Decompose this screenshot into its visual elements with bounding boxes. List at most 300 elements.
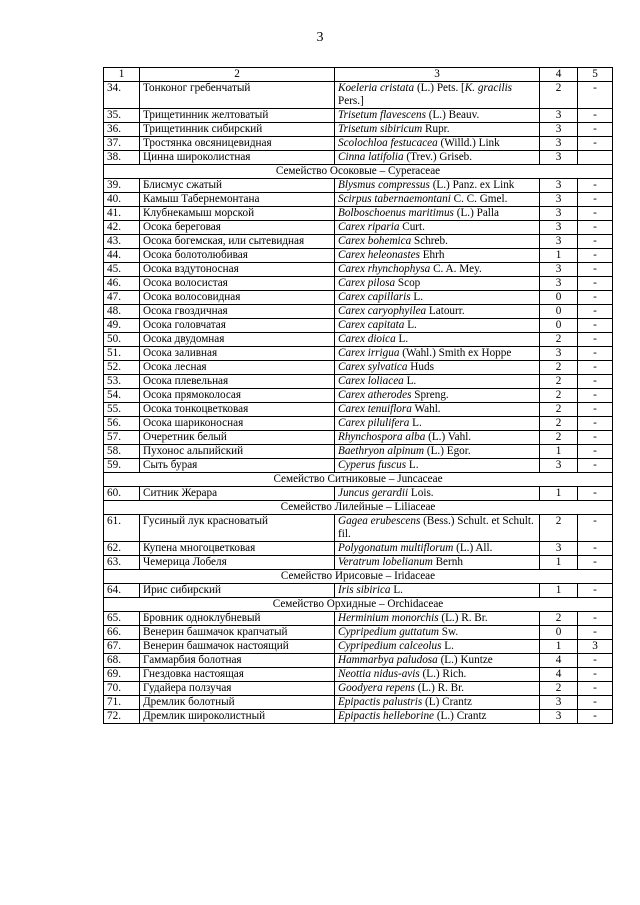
- row-number: 38.: [104, 151, 140, 165]
- category-column-4: 3: [540, 277, 578, 291]
- column-header: 1: [104, 68, 140, 82]
- scientific-name: [335, 179, 540, 193]
- category-column-5: -: [578, 305, 613, 319]
- row-number: 51.: [104, 347, 140, 361]
- category-column-4: 2: [540, 612, 578, 626]
- species-row: [104, 515, 613, 542]
- author: (L.) All.: [456, 542, 493, 554]
- author: (L) Crantz: [425, 696, 472, 708]
- row-number: 63.: [104, 556, 140, 570]
- russian-name: Осока прямоколосая: [140, 389, 335, 403]
- species-row: [104, 487, 613, 501]
- author: Spreng.: [414, 389, 449, 401]
- row-number: 35.: [104, 109, 140, 123]
- scientific-name: [335, 305, 540, 319]
- category-column-5: -: [578, 487, 613, 501]
- russian-name: Сыть бурая: [140, 459, 335, 473]
- family-header-row: [104, 501, 613, 515]
- russian-name: Осока плевельная: [140, 375, 335, 389]
- row-number: 41.: [104, 207, 140, 221]
- species-row: [104, 82, 613, 109]
- row-number: 68.: [104, 654, 140, 668]
- category-column-5: -: [578, 193, 613, 207]
- genus-species: Carex irrigua: [338, 347, 400, 359]
- family-header-row: [104, 165, 613, 179]
- scientific-name: [335, 459, 540, 473]
- species-row: [104, 710, 613, 724]
- scientific-name: [335, 654, 540, 668]
- species-row: [104, 612, 613, 626]
- category-column-4: 4: [540, 654, 578, 668]
- scientific-name: [335, 235, 540, 249]
- russian-name: Тонконог гребенчатый: [140, 82, 335, 109]
- category-column-5: -: [578, 515, 613, 542]
- scientific-name: [335, 347, 540, 361]
- russian-name: Цинна широколистная: [140, 151, 335, 165]
- category-column-5: -: [578, 417, 613, 431]
- genus-species: Carex pilosa: [338, 277, 396, 289]
- author: Schreb.: [414, 235, 448, 247]
- category-column-4: 3: [540, 221, 578, 235]
- category-column-5: -: [578, 682, 613, 696]
- scientific-name: [335, 375, 540, 389]
- category-column-5: -: [578, 710, 613, 724]
- genus-species: Koeleria cristata: [338, 82, 415, 94]
- synonym: K. gracilis: [464, 82, 513, 94]
- category-column-5: -: [578, 137, 613, 151]
- category-column-5: -: [578, 445, 613, 459]
- category-column-4: 3: [540, 235, 578, 249]
- column-header: 2: [140, 68, 335, 82]
- category-column-5: 3: [578, 640, 613, 654]
- scientific-name: [335, 668, 540, 682]
- species-row: [104, 137, 613, 151]
- author: (Wahl.) Smith ex Hoppe: [402, 347, 512, 359]
- category-column-5: -: [578, 612, 613, 626]
- category-column-4: 2: [540, 375, 578, 389]
- author: (L.) Rich.: [422, 668, 467, 680]
- species-row: [104, 179, 613, 193]
- species-row: [104, 235, 613, 249]
- russian-name: Осока волосистая: [140, 277, 335, 291]
- row-number: 61.: [104, 515, 140, 542]
- family-label: Семейство Ситниковые – Juncaceae: [104, 473, 613, 487]
- author: C. C. Gmel.: [453, 193, 508, 205]
- row-number: 62.: [104, 542, 140, 556]
- species-table-body: [104, 68, 613, 724]
- scientific-name: [335, 696, 540, 710]
- row-number: 67.: [104, 640, 140, 654]
- scientific-name: [335, 137, 540, 151]
- species-row: [104, 584, 613, 598]
- genus-species: Carex loliacea: [338, 375, 404, 387]
- species-row: [104, 305, 613, 319]
- genus-species: Hammarbya paludosa: [338, 654, 438, 666]
- category-column-5: -: [578, 375, 613, 389]
- category-column-5: -: [578, 347, 613, 361]
- author: Scop: [397, 277, 421, 289]
- species-row: [104, 193, 613, 207]
- category-column-5: -: [578, 263, 613, 277]
- russian-name: Тростянка овсяницевидная: [140, 137, 335, 151]
- category-column-5: -: [578, 389, 613, 403]
- author: (L.) Crantz: [436, 710, 487, 722]
- russian-name: Клубнекамыш морской: [140, 207, 335, 221]
- author: L.: [393, 584, 403, 596]
- row-number: 44.: [104, 249, 140, 263]
- species-row: [104, 431, 613, 445]
- russian-name: Гусиный лук красноватый: [140, 515, 335, 542]
- russian-name: Осока двудомная: [140, 333, 335, 347]
- genus-species: Carex capitata: [338, 319, 405, 331]
- russian-name: Гаммарбия болотная: [140, 654, 335, 668]
- russian-name: Осока заливная: [140, 347, 335, 361]
- category-column-5: -: [578, 626, 613, 640]
- species-row: [104, 682, 613, 696]
- category-column-4: 1: [540, 556, 578, 570]
- category-column-5: -: [578, 277, 613, 291]
- column-header: 4: [540, 68, 578, 82]
- author: L.: [408, 459, 419, 471]
- genus-species: Iris sibirica: [338, 584, 391, 596]
- category-column-4: 0: [540, 291, 578, 305]
- scientific-name: [335, 445, 540, 459]
- genus-species: Scirpus tabernaemontani: [338, 193, 451, 205]
- species-row: [104, 556, 613, 570]
- scientific-name: [335, 221, 540, 235]
- table-header-row: [104, 68, 613, 82]
- category-column-4: 0: [540, 319, 578, 333]
- scientific-name: [335, 109, 540, 123]
- scientific-name: [335, 333, 540, 347]
- author: (L.) Kuntze: [440, 654, 493, 666]
- category-column-4: 1: [540, 249, 578, 263]
- category-column-4: 3: [540, 207, 578, 221]
- category-column-5: -: [578, 403, 613, 417]
- category-column-4: 3: [540, 137, 578, 151]
- author: (Bess.) Schult. et Schult. fil.: [338, 515, 534, 540]
- russian-name: Осока болотолюбивая: [140, 249, 335, 263]
- russian-name: Ирис сибирский: [140, 584, 335, 598]
- author: Rupr.: [425, 123, 450, 135]
- species-row: [104, 263, 613, 277]
- family-header-row: [104, 570, 613, 584]
- author: C. A. Mey.: [433, 263, 482, 275]
- genus-species: Carex atherodes: [338, 389, 412, 401]
- category-column-4: 3: [540, 710, 578, 724]
- genus-species: Scolochloa festucacea: [338, 137, 438, 149]
- row-number: 48.: [104, 305, 140, 319]
- genus-species: Cypripedium calceolus: [338, 640, 442, 652]
- genus-species: Veratrum lobelianum: [338, 556, 433, 568]
- genus-species: Blysmus compressus: [338, 179, 430, 191]
- scientific-name: [335, 431, 540, 445]
- scientific-name: [335, 249, 540, 263]
- row-number: 47.: [104, 291, 140, 305]
- row-number: 52.: [104, 361, 140, 375]
- species-row: [104, 389, 613, 403]
- category-column-5: -: [578, 291, 613, 305]
- family-label: Семейство Орхидные – Orchidaceae: [104, 598, 613, 612]
- russian-name: Бровник одноклубневый: [140, 612, 335, 626]
- russian-name: Дремлик болотный: [140, 696, 335, 710]
- author: Curt.: [402, 221, 425, 233]
- category-column-5: -: [578, 668, 613, 682]
- species-row: [104, 151, 613, 165]
- russian-name: Ситник Жерара: [140, 487, 335, 501]
- category-column-5: -: [578, 82, 613, 109]
- scientific-name: [335, 417, 540, 431]
- category-column-4: 3: [540, 542, 578, 556]
- category-column-4: 2: [540, 403, 578, 417]
- category-column-5: -: [578, 431, 613, 445]
- author: (L.) R. Br.: [441, 612, 488, 624]
- scientific-name: [335, 263, 540, 277]
- genus-species: Carex tenuiflora: [338, 403, 412, 415]
- author: Latourr.: [428, 305, 465, 317]
- scientific-name: [335, 542, 540, 556]
- category-column-4: 0: [540, 626, 578, 640]
- genus-species: Carex bohemica: [338, 235, 412, 247]
- russian-name: Пухонос альпийский: [140, 445, 335, 459]
- row-number: 43.: [104, 235, 140, 249]
- row-number: 54.: [104, 389, 140, 403]
- category-column-4: 2: [540, 333, 578, 347]
- category-column-5: -: [578, 333, 613, 347]
- species-row: [104, 347, 613, 361]
- category-column-4: 3: [540, 109, 578, 123]
- row-number: 56.: [104, 417, 140, 431]
- category-column-5: -: [578, 654, 613, 668]
- species-row: [104, 249, 613, 263]
- category-column-5: -: [578, 235, 613, 249]
- category-column-5: -: [578, 696, 613, 710]
- scientific-name: [335, 640, 540, 654]
- category-column-4: 3: [540, 459, 578, 473]
- genus-species: Epipactis palustris: [338, 696, 423, 708]
- author: (L.) Vahl.: [428, 431, 472, 443]
- row-number: 70.: [104, 682, 140, 696]
- category-column-5: -: [578, 123, 613, 137]
- russian-name: Камыш Табернемонтана: [140, 193, 335, 207]
- russian-name: Осока гвоздичная: [140, 305, 335, 319]
- russian-name: Осока шариконосная: [140, 417, 335, 431]
- category-column-4: 1: [540, 487, 578, 501]
- genus-species: Rhynchospora alba: [338, 431, 426, 443]
- row-number: 40.: [104, 193, 140, 207]
- genus-species: Cypripedium guttatum: [338, 626, 439, 638]
- category-column-4: 3: [540, 263, 578, 277]
- russian-name: Очеретник белый: [140, 431, 335, 445]
- category-column-4: 1: [540, 640, 578, 654]
- category-column-5: [578, 151, 613, 165]
- genus-species: Juncus gerardii: [338, 487, 409, 499]
- category-column-4: 2: [540, 417, 578, 431]
- genus-species: Gagea erubescens: [338, 515, 421, 527]
- row-number: 50.: [104, 333, 140, 347]
- russian-name: Чемерица Лобеля: [140, 556, 335, 570]
- category-column-4: 3: [540, 123, 578, 137]
- author: (Willd.) Link: [440, 137, 500, 149]
- author: Bernh: [435, 556, 463, 568]
- row-number: 64.: [104, 584, 140, 598]
- russian-name: Дремлик широколистный: [140, 710, 335, 724]
- category-column-4: 2: [540, 82, 578, 109]
- species-row: [104, 319, 613, 333]
- author: (L.) Pets. [: [416, 82, 465, 94]
- row-number: 46.: [104, 277, 140, 291]
- family-label: Семейство Лилейные – Liliaceae: [104, 501, 613, 515]
- author: L.: [412, 417, 422, 429]
- category-column-5: -: [578, 556, 613, 570]
- scientific-name: [335, 193, 540, 207]
- russian-name: Трищетинник желтоватый: [140, 109, 335, 123]
- scientific-name: [335, 291, 540, 305]
- scientific-name: [335, 207, 540, 221]
- scientific-name: [335, 277, 540, 291]
- genus-species: Goodyera repens: [338, 682, 415, 694]
- scientific-name: [335, 710, 540, 724]
- species-row: [104, 375, 613, 389]
- russian-name: Гудайера ползучая: [140, 682, 335, 696]
- author: (L.) R. Br.: [417, 682, 465, 694]
- author: (L.) Panz. ex Link: [432, 179, 515, 191]
- species-row: [104, 207, 613, 221]
- scientific-name: [335, 361, 540, 375]
- species-row: [104, 333, 613, 347]
- scientific-name: [335, 556, 540, 570]
- scientific-name: [335, 612, 540, 626]
- species-row: [104, 445, 613, 459]
- category-column-4: 3: [540, 151, 578, 165]
- genus-species: Trisetum sibiricum: [338, 123, 423, 135]
- scientific-name: [335, 82, 540, 109]
- category-column-5: -: [578, 542, 613, 556]
- family-header-row: [104, 598, 613, 612]
- scientific-name: [335, 123, 540, 137]
- russian-name: Осока волосовидная: [140, 291, 335, 305]
- family-label: Семейство Осоковые – Cyperaceae: [104, 165, 613, 179]
- russian-name: Осока богемская, или сытевидная: [140, 235, 335, 249]
- row-number: 65.: [104, 612, 140, 626]
- synonym-author: Pers.]: [338, 95, 364, 107]
- row-number: 57.: [104, 431, 140, 445]
- category-column-5: -: [578, 361, 613, 375]
- row-number: 53.: [104, 375, 140, 389]
- page-number: 3: [316, 30, 324, 45]
- scientific-name: [335, 389, 540, 403]
- row-number: 66.: [104, 626, 140, 640]
- species-table: [103, 67, 613, 724]
- species-row: [104, 123, 613, 137]
- family-label: Семейство Ирисовые – Iridaceae: [104, 570, 613, 584]
- genus-species: Bolboschoenus maritimus: [338, 207, 454, 219]
- russian-name: Гнездовка настоящая: [140, 668, 335, 682]
- author: (L.) Palla: [456, 207, 499, 219]
- row-number: 39.: [104, 179, 140, 193]
- genus-species: Carex rhynchophysa: [338, 263, 431, 275]
- category-column-5: -: [578, 249, 613, 263]
- author: (L.) Egor.: [426, 445, 471, 457]
- author: (Trev.) Griseb.: [406, 151, 473, 163]
- species-row: [104, 291, 613, 305]
- category-column-5: -: [578, 221, 613, 235]
- category-column-4: 2: [540, 682, 578, 696]
- author: Lois.: [410, 487, 434, 499]
- genus-species: Carex pilulifera: [338, 417, 410, 429]
- russian-name: Купена многоцветковая: [140, 542, 335, 556]
- category-column-4: 0: [540, 305, 578, 319]
- row-number: 71.: [104, 696, 140, 710]
- species-row: [104, 640, 613, 654]
- species-row: [104, 221, 613, 235]
- row-number: 72.: [104, 710, 140, 724]
- russian-name: Осока головчатая: [140, 319, 335, 333]
- row-number: 59.: [104, 459, 140, 473]
- category-column-4: 2: [540, 431, 578, 445]
- species-row: [104, 696, 613, 710]
- species-row: [104, 654, 613, 668]
- row-number: 49.: [104, 319, 140, 333]
- category-column-5: -: [578, 584, 613, 598]
- species-row: [104, 109, 613, 123]
- russian-name: Трищетинник сибирский: [140, 123, 335, 137]
- author: L.: [413, 291, 424, 303]
- scientific-name: [335, 515, 540, 542]
- russian-name: Осока тонкоцветковая: [140, 403, 335, 417]
- row-number: 55.: [104, 403, 140, 417]
- category-column-4: 1: [540, 584, 578, 598]
- genus-species: Carex sylvatica: [338, 361, 408, 373]
- russian-name: Осока лесная: [140, 361, 335, 375]
- category-column-4: 3: [540, 193, 578, 207]
- category-column-5: -: [578, 109, 613, 123]
- author: L.: [444, 640, 454, 652]
- scientific-name: [335, 151, 540, 165]
- genus-species: Baethryon alpinum: [338, 445, 425, 457]
- genus-species: Epipactis helleborine: [338, 710, 435, 722]
- genus-species: Carex riparia: [338, 221, 400, 233]
- russian-name: Венерин башмачок настоящий: [140, 640, 335, 654]
- species-row: [104, 459, 613, 473]
- category-column-4: 4: [540, 668, 578, 682]
- russian-name: Осока вздутоносная: [140, 263, 335, 277]
- category-column-4: 3: [540, 179, 578, 193]
- scientific-name: [335, 487, 540, 501]
- species-row: [104, 361, 613, 375]
- genus-species: Neottia nidus-avis: [338, 668, 420, 680]
- author: L.: [398, 333, 409, 345]
- category-column-4: 2: [540, 389, 578, 403]
- author: Huds: [410, 361, 434, 373]
- category-column-4: 2: [540, 515, 578, 542]
- row-number: 69.: [104, 668, 140, 682]
- row-number: 34.: [104, 82, 140, 109]
- genus-species: Cyperus fuscus: [338, 459, 407, 471]
- author: Wahl.: [414, 403, 441, 415]
- species-row: [104, 668, 613, 682]
- scientific-name: [335, 682, 540, 696]
- row-number: 42.: [104, 221, 140, 235]
- genus-species: Carex dioica: [338, 333, 396, 345]
- scientific-name: [335, 403, 540, 417]
- category-column-4: 3: [540, 347, 578, 361]
- row-number: 58.: [104, 445, 140, 459]
- species-row: [104, 403, 613, 417]
- category-column-5: -: [578, 459, 613, 473]
- category-column-5: -: [578, 319, 613, 333]
- author: L.: [407, 319, 417, 331]
